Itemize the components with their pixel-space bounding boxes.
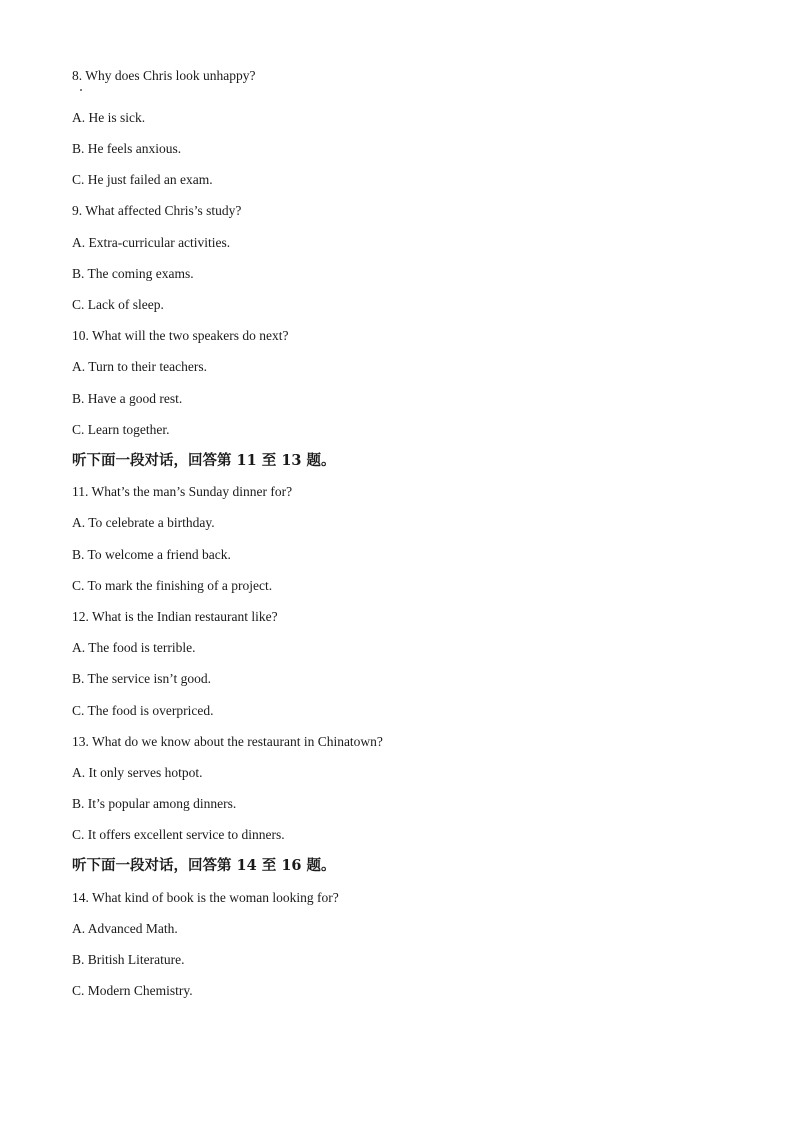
option-8c: C. He just failed an exam.: [72, 172, 213, 187]
section-heading-11-13: 听下面一段对话，回答第 11 至 13 题。: [72, 452, 336, 469]
option-8b: B. He feels anxious.: [72, 141, 182, 156]
option-8a: A. He is sick.: [72, 110, 146, 125]
option-11c: C. To mark the finishing of a project.: [72, 578, 273, 593]
option-13a: A. It only serves hotpot.: [72, 765, 203, 780]
option-12b: B. The service isn’t good.: [72, 671, 211, 686]
stray-mark: [80, 89, 82, 91]
option-14c: C. Modern Chemistry.: [72, 983, 193, 998]
question-11: 11. What’s the man’s Sunday dinner for?: [72, 484, 293, 499]
option-9a: A. Extra-curricular activities.: [72, 235, 231, 250]
question-13: 13. What do we know about the restaurant in Chinatown?: [72, 734, 383, 749]
question-14: 14. What kind of book is the woman looking for?: [72, 890, 339, 905]
option-10a: A. Turn to their teachers.: [72, 359, 207, 374]
option-14b: B. British Literature.: [72, 952, 185, 967]
section-heading-14-16: 听下面一段对话，回答第 14 至 16 题。: [72, 857, 336, 874]
option-14a: A. Advanced Math.: [72, 921, 178, 936]
option-12a: A. The food is terrible.: [72, 640, 196, 655]
option-10c: C. Learn together.: [72, 422, 170, 437]
option-11a: A. To celebrate a birthday.: [72, 515, 215, 530]
question-10: 10. What will the two speakers do next?: [72, 328, 289, 343]
option-10b: B. Have a good rest.: [72, 391, 183, 406]
question-9: 9. What affected Chris’s study?: [72, 203, 242, 218]
question-12: 12. What is the Indian restaurant like?: [72, 609, 278, 624]
question-8: 8. Why does Chris look unhappy?: [72, 68, 256, 83]
option-9c: C. Lack of sleep.: [72, 297, 164, 312]
option-12c: C. The food is overpriced.: [72, 703, 214, 718]
option-13c: C. It offers excellent service to dinners.: [72, 827, 285, 842]
option-9b: B. The coming exams.: [72, 266, 194, 281]
option-11b: B. To welcome a friend back.: [72, 547, 231, 562]
option-13b: B. It’s popular among dinners.: [72, 796, 237, 811]
